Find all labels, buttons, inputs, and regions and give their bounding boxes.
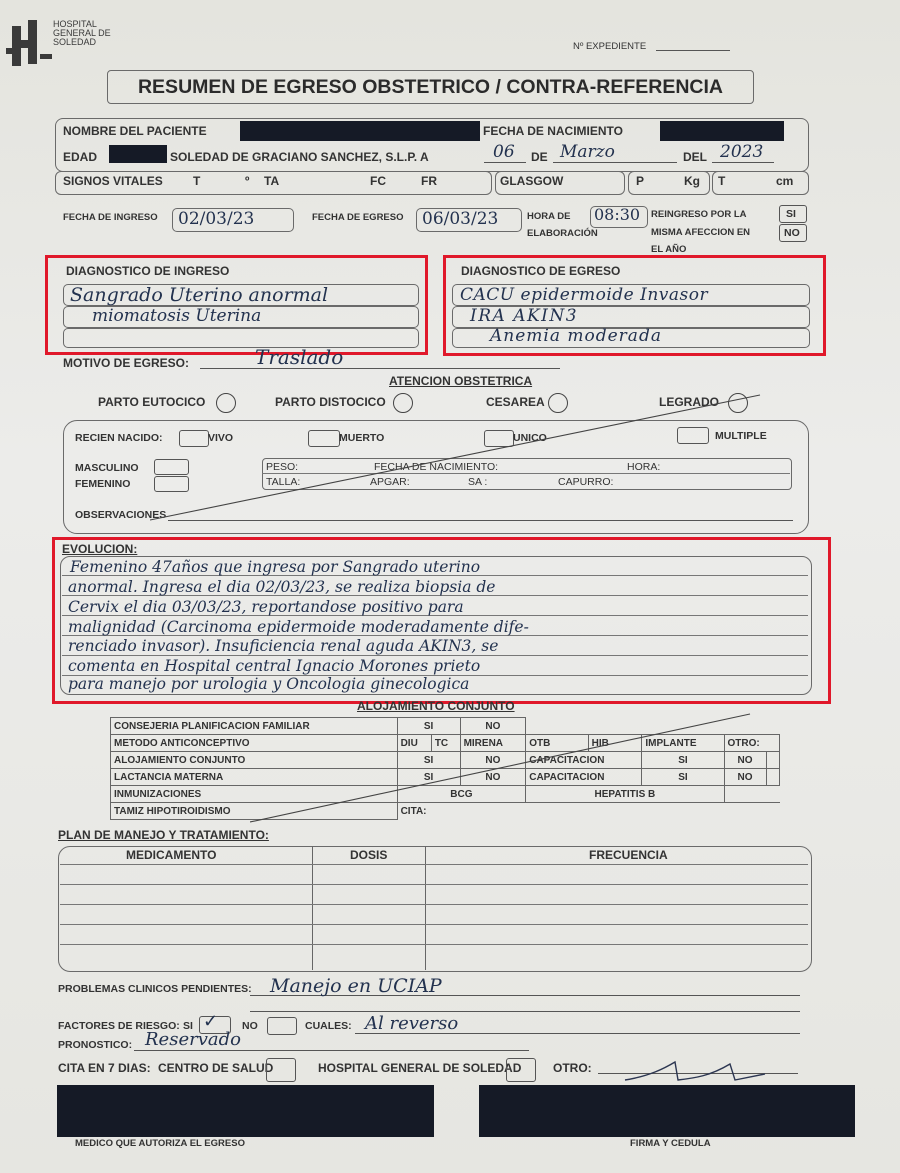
discharge-diag-text-3: Anemia moderada: [490, 326, 662, 346]
talla-label: TALLA:: [266, 476, 301, 488]
discharge-diag-text-1: CACU epidermoide Invasor: [460, 285, 709, 305]
evolution-line-1: Femenino 47años que ingresa por Sangrado uterino: [70, 558, 481, 576]
obstetric-care-title: ATENCION OBSTETRICA: [389, 374, 533, 388]
parto-distocico-label: PARTO DISTOCICO: [275, 395, 386, 409]
evolution-line-3: Cervix el dia 03/03/23, reportandose positivo para: [68, 598, 464, 616]
tc-option[interactable]: TC: [431, 735, 460, 752]
prognosis-line: [134, 1050, 529, 1051]
sa-label: SA :: [468, 476, 488, 488]
evolution-line-4: malignidad (Carcinoma epidermoide moderadamente dife-: [68, 618, 529, 636]
pending-problems-line-2: [250, 1011, 800, 1012]
risk-si-label: SI: [183, 1020, 193, 1032]
day-line: [484, 162, 526, 163]
evolution-line-5: renciado invasor). Insuficiencia renal aguda AKIN3, se: [68, 637, 499, 655]
lactancia-capacitacion: CAPACITACION: [526, 769, 642, 786]
risk-factors-label: FACTORES DE RIESGO:: [58, 1020, 180, 1032]
hib-option[interactable]: HIB: [588, 735, 642, 752]
vitals-cm: cm: [776, 174, 794, 188]
evolution-line-2: anormal. Ingresa el dia 02/03/23, se realiza biopsia de: [68, 578, 496, 596]
parto-eutocico-label: PARTO EUTOCICO: [98, 395, 206, 409]
alojamiento-si[interactable]: SI: [397, 752, 460, 769]
multiple-label: MULTIPLE: [715, 430, 767, 442]
otro-option[interactable]: OTRO:: [724, 735, 779, 752]
signature-cedula-label: FIRMA Y CEDULA: [630, 1138, 711, 1149]
rooming-strike-line: [250, 712, 760, 827]
readmission-label-3: EL AÑO: [651, 244, 687, 255]
discharge-date-value: 06/03/23: [422, 209, 499, 229]
redacted-age: [109, 145, 167, 163]
cancel-strike-line: [150, 390, 770, 530]
de-label: DE: [531, 150, 548, 164]
vitals-fc: FC: [370, 174, 386, 188]
general-hospital-label: HOSPITAL GENERAL DE SOLEDAD: [318, 1061, 522, 1075]
lactancia-cap-no[interactable]: NO: [724, 769, 766, 786]
evolution-highlight: [52, 537, 831, 704]
prognosis-value: Reservado: [145, 1029, 241, 1050]
redacted-name: [240, 121, 480, 141]
risk-no-label: NO: [242, 1020, 258, 1032]
treatment-row-3: [60, 904, 808, 905]
admission-diagnosis-label: DIAGNOSTICO DE INGRESO: [66, 264, 230, 278]
authorizing-doctor-label: MEDICO QUE AUTORIZA EL EGRESO: [75, 1138, 245, 1149]
pending-problems-value: Manejo en UCIAP: [270, 975, 442, 997]
mirena-option[interactable]: MIRENA: [460, 735, 526, 752]
redacted-birth: [660, 121, 784, 141]
observaciones-label: OBSERVACIONES: [75, 509, 167, 521]
discharge-diagnosis-label: DIAGNOSTICO DE EGRESO: [461, 264, 621, 278]
del-label: DEL: [683, 150, 707, 164]
hospital-logo-icon: [6, 20, 56, 72]
discharge-reason-value: Traslado: [255, 345, 344, 369]
hepatitis-option[interactable]: HEPATITIS B: [526, 786, 724, 803]
height-box: [712, 171, 809, 195]
vitals-t: T: [193, 174, 201, 188]
discharge-reason-line: [200, 368, 560, 369]
signature-scribble: [620, 1058, 770, 1088]
admission-diagnosis-highlight: [45, 255, 428, 355]
admission-date-label: FECHA DE INGRESO: [63, 212, 158, 223]
frecuencia-header: FRECUENCIA: [589, 848, 668, 862]
vivo-label: VIVO: [208, 432, 234, 444]
place-label: SOLEDAD DE GRACIANO SANCHEZ, S.L.P. A: [170, 150, 429, 164]
bcg-option[interactable]: BCG: [397, 786, 526, 803]
health-center-checkbox[interactable]: [266, 1058, 296, 1082]
unico-label: UNICO: [513, 432, 547, 444]
prognosis-label: PRONOSTICO:: [58, 1039, 133, 1051]
hora-label: HORA:: [627, 461, 661, 473]
femenino-label: FEMENINO: [75, 478, 131, 490]
newborn-label: RECIEN NACIDO:: [75, 432, 163, 444]
readmission-label-1: REINGRESO POR LA: [651, 209, 747, 220]
rooming-in-title: ALOJAMIENTO CONJUNTO: [357, 699, 515, 713]
age-label: EDAD: [63, 150, 98, 164]
dosis-header: DOSIS: [350, 848, 388, 862]
glasgow-label: GLASGOW: [500, 174, 564, 188]
consejeria-no[interactable]: NO: [460, 718, 526, 735]
lactancia-cap-si[interactable]: SI: [642, 769, 724, 786]
risk-si-checkmark: ✓: [203, 1011, 219, 1032]
treatment-plan-title: PLAN DE MANEJO Y TRATAMIENTO:: [58, 828, 269, 842]
cita-label: CITA:: [397, 803, 779, 820]
apgar-label: APGAR:: [370, 476, 410, 488]
evolution-line-6: comenta en Hospital central Ignacio Morones prieto: [68, 657, 481, 675]
day-value: 06: [493, 142, 515, 162]
cuales-label: CUALES:: [305, 1020, 352, 1032]
lactancia-no[interactable]: NO: [460, 769, 526, 786]
newborn-birthdate-label: FECHA DE NACIMIENTO:: [374, 461, 499, 473]
page-title: RESUMEN DE EGRESO OBSTETRICO / CONTRA-REFERENCIA: [137, 76, 724, 98]
month-line: [553, 162, 677, 163]
alojamiento-label: ALOJAMIENTO CONJUNTO: [111, 752, 398, 769]
diu-option[interactable]: DIU: [397, 735, 431, 752]
expediente-label: Nº EXPEDIENTE: [573, 41, 647, 52]
treatment-row-1: [60, 864, 808, 865]
alojamiento-capacitacion: CAPACITACION: [526, 752, 642, 769]
otb-option[interactable]: OTB: [526, 735, 588, 752]
vitals-fr: FR: [421, 174, 437, 188]
appointment-label: CITA EN 7 DIAS:: [58, 1061, 151, 1075]
vitals-label: SIGNOS VITALES: [63, 174, 163, 188]
expediente-line: [656, 50, 730, 51]
pending-problems-label: PROBLEMAS CLINICOS PENDIENTES:: [58, 983, 252, 995]
consejeria-label: CONSEJERIA PLANIFICACION FAMILIAR: [111, 718, 398, 735]
hour-label-1: HORA DE: [527, 211, 571, 222]
patient-name-label: NOMBRE DEL PACIENTE: [63, 124, 207, 138]
muerto-label: MUERTO: [339, 432, 385, 444]
admission-date-value: 02/03/23: [178, 209, 255, 229]
lactancia-label: LACTANCIA MATERNA: [111, 769, 398, 786]
redacted-doctor-signature: [57, 1085, 434, 1137]
readmission-no-label: NO: [784, 227, 800, 239]
treatment-row-2: [60, 884, 808, 885]
alojamiento-no[interactable]: NO: [460, 752, 526, 769]
discharge-date-label: FECHA DE EGRESO: [312, 212, 404, 223]
vitals-t2: T: [718, 174, 726, 188]
health-center-label: CENTRO DE SALUD: [158, 1061, 274, 1075]
inmunizaciones-label: INMUNIZACIONES: [111, 786, 398, 803]
alojamiento-cap-si[interactable]: SI: [642, 752, 724, 769]
admission-diag-text-1: Sangrado Uterino anormal: [70, 284, 329, 306]
treatment-row-4: [60, 924, 808, 925]
evolution-line-7: para manejo por urologia y Oncologia ginecologica: [68, 675, 470, 693]
legrado-label: LEGRADO: [659, 395, 719, 409]
alojamiento-cap-no[interactable]: NO: [724, 752, 766, 769]
hospital-logo-text: HOSPITAL GENERAL DE SOLEDAD: [53, 19, 111, 47]
readmission-si-label: SI: [786, 208, 796, 220]
birth-date-label: FECHA DE NACIMIENTO: [483, 124, 624, 138]
month-value: Marzo: [560, 142, 615, 162]
discharge-reason-label: MOTIVO DE EGRESO:: [63, 356, 190, 370]
vitals-kg: Kg: [684, 174, 700, 188]
evolution-label: EVOLUCION:: [62, 542, 138, 556]
discharge-diagnosis-highlight: [443, 255, 826, 356]
medicamento-header: MEDICAMENTO: [126, 848, 217, 862]
year-value: 2023: [720, 142, 764, 162]
risk-factors-value: Al reverso: [365, 1013, 459, 1034]
admission-diag-text-2: miomatosis Uterina: [92, 306, 262, 326]
treatment-row-5: [60, 944, 808, 945]
tamiz-label: TAMIZ HIPOTIROIDISMO: [111, 803, 398, 820]
vitals-p: P: [636, 174, 645, 188]
discharge-diag-text-2: IRA AKIN3: [470, 306, 579, 326]
readmission-label-2: MISMA AFECCION EN: [651, 227, 751, 238]
hour-label-2: ELABORACIÓN: [527, 228, 598, 239]
peso-label: PESO:: [266, 461, 299, 473]
hour-value: 08:30: [594, 205, 641, 224]
masculino-label: MASCULINO: [75, 462, 139, 474]
lactancia-si[interactable]: SI: [397, 769, 460, 786]
consejeria-si[interactable]: SI: [397, 718, 460, 735]
redacted-signature-cedula: [479, 1085, 855, 1137]
general-hospital-checkbox[interactable]: [506, 1058, 536, 1082]
risk-no-checkbox[interactable]: [267, 1017, 297, 1035]
year-line: [712, 162, 774, 163]
capurro-label: CAPURRO:: [558, 476, 614, 488]
metodo-label: METODO ANTICONCEPTIVO: [111, 735, 398, 752]
cesarea-label: CESAREA: [486, 395, 545, 409]
appointment-other-label: OTRO:: [553, 1061, 592, 1075]
vitals-ta: TA: [264, 174, 280, 188]
vitals-deg: º: [245, 174, 250, 188]
implante-option[interactable]: IMPLANTE: [642, 735, 724, 752]
